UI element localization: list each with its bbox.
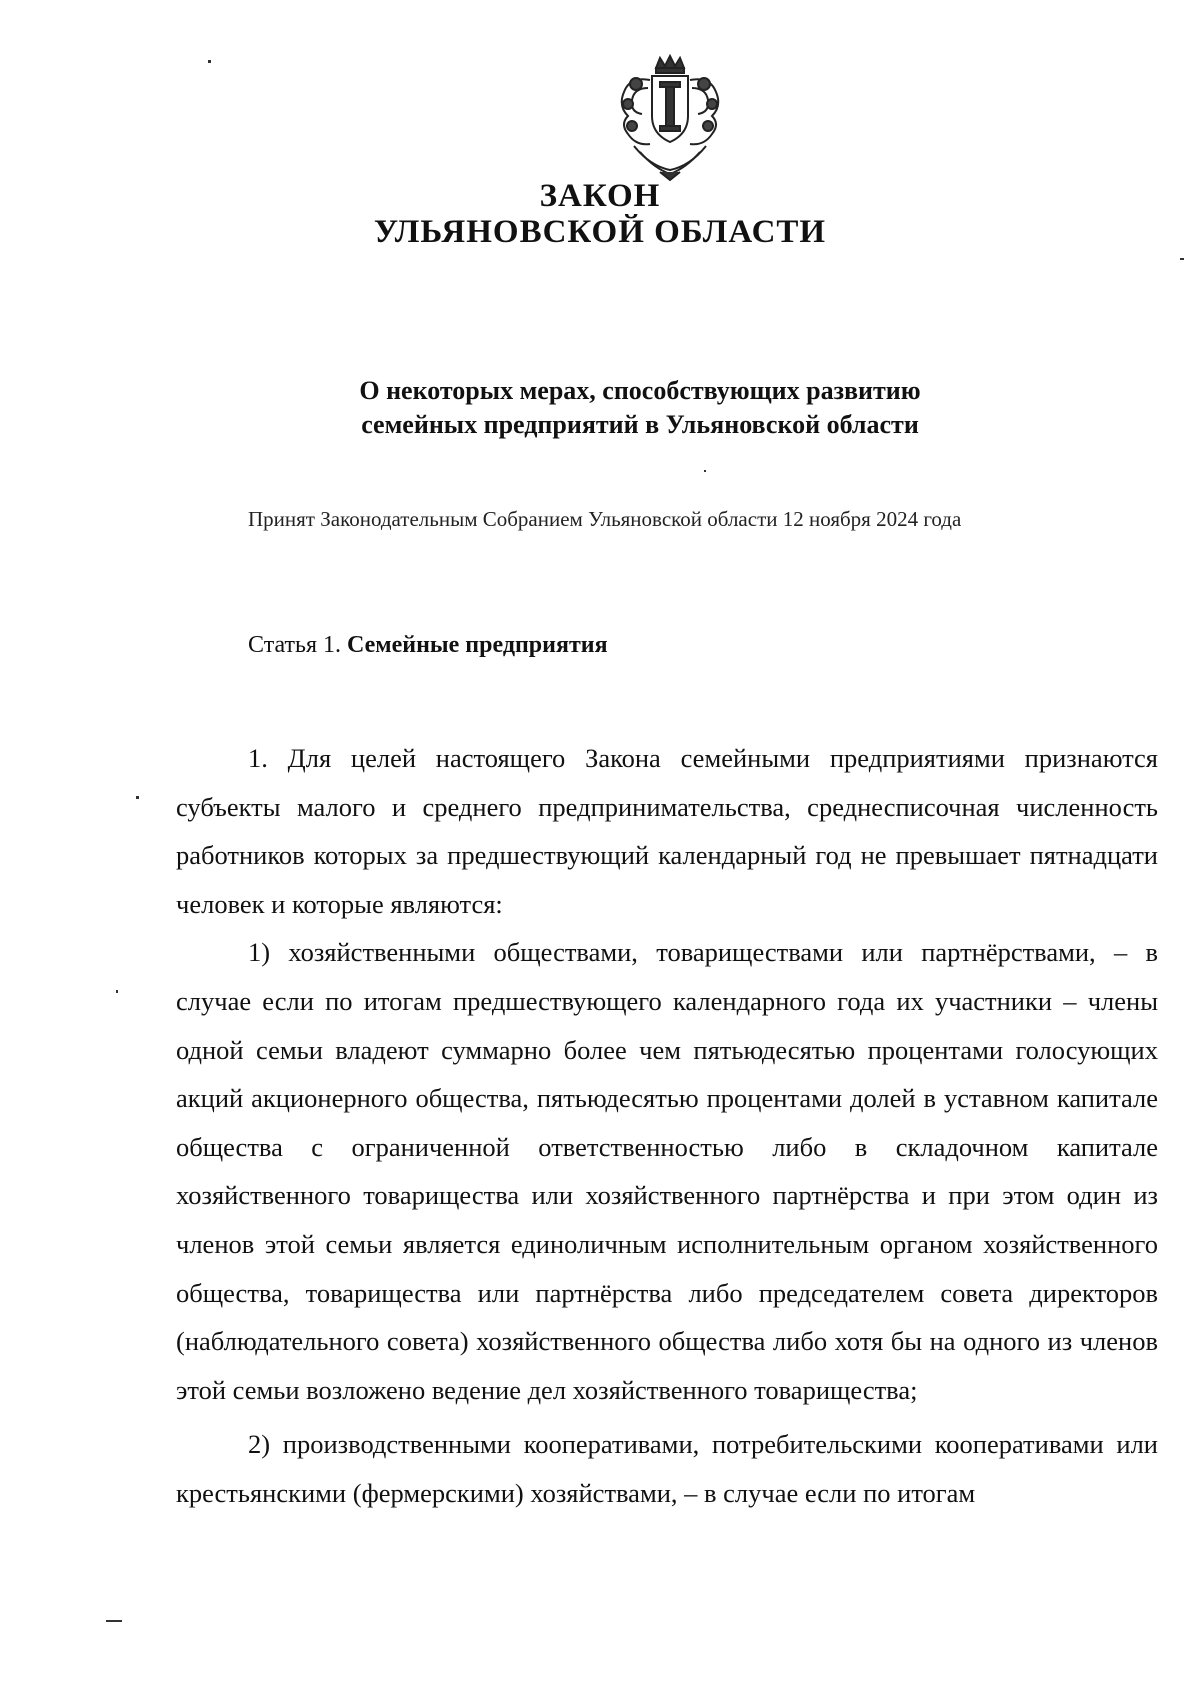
law-region: УЛЬЯНОВСКОЙ ОБЛАСТИ xyxy=(373,214,827,250)
coat-of-arms-icon xyxy=(610,54,730,182)
law-subject-line-2: семейных предприятий в Ульяновской области xyxy=(361,410,919,439)
article-paragraph: 1) хозяйственными обществами, товариществами или партнёрствами, – в случае если по итогам предшествующего календарного года их участники – члены одной семьи владеют суммарно более чем пятьюдесятью процентами голосующих акций акционерного общества, пятьюдесятью процентами долей в уставном капитале общества с ограниченной ответственностью либо в складочном капитале хозяйственного товарищества или хозяйственного партнёрства и при этом один из членов этой семьи является единоличным исполнительным органом хозяйственного общества, товарищества или партнёрства либо председателем совета директоров (наблюдательного совета) хозяйственного общества либо хотя бы на одного из членов этой семьи возложено ведение дел хозяйственного товарищества; xyxy=(176,937,1158,1405)
article-paragraph: 1. Для целей настоящего Закона семейными предприятиями признаются субъекты малого и среднего предпринимательства, среднесписочная численность работников которых за предшествующий календарный год не превышает пятнадцати человек и которые являются: xyxy=(176,743,1158,919)
article-title: Семейные предприятия xyxy=(346,632,608,658)
article-paragraph: 2) производственными кооперативами, потребительскими кооперативами или крестьянскими (фермерскими) хозяйствами, – в случае если по итогам xyxy=(176,1429,1158,1508)
law-title: ЗАКОН xyxy=(539,178,661,214)
article-number: Статья 1. xyxy=(248,632,347,658)
article-heading xyxy=(248,632,608,659)
article-body xyxy=(176,734,1158,1518)
adoption-note: Принят Законодательным Собранием Ульяновской области 12 ноября 2024 года xyxy=(248,507,962,531)
law-subject-line-1: О некоторых мерах, способствующих развитию xyxy=(359,376,921,405)
